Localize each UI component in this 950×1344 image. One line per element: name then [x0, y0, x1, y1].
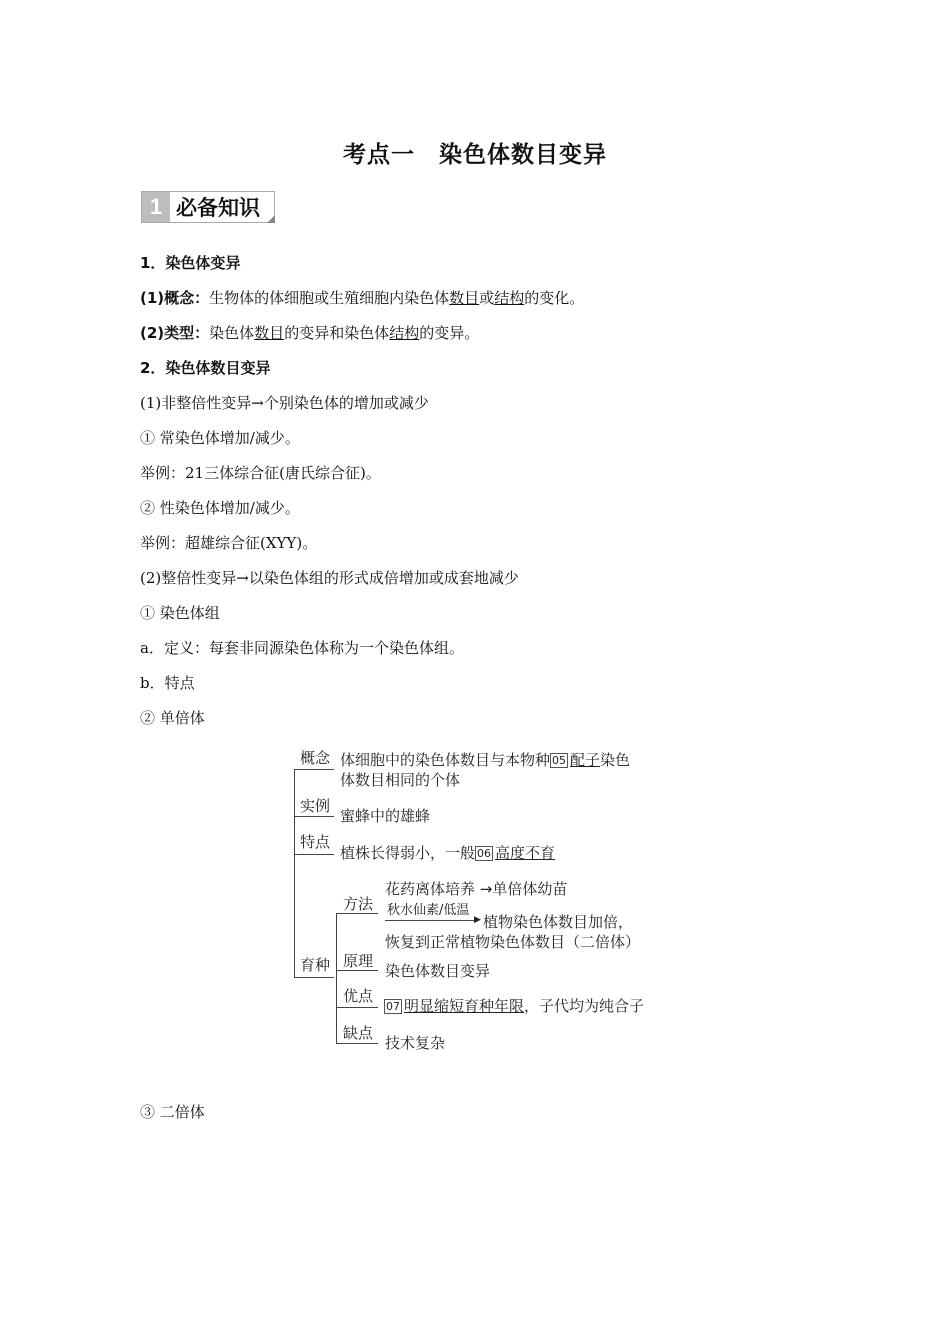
text: ，子代均为纯合子	[524, 997, 645, 1015]
paragraph: 举例：21三体综合征(唐氏综合征)。	[140, 464, 381, 482]
branch-line	[294, 854, 334, 855]
arrow-head-icon: ▶	[474, 915, 481, 925]
disadvantage-label: 缺点	[343, 1024, 374, 1042]
breeding-label: 育种	[300, 956, 331, 974]
method-label: 方法	[343, 895, 374, 913]
blank: 数目	[254, 324, 285, 342]
badge-corner	[267, 215, 275, 223]
arrow-label: 秋水仙素/低温	[387, 903, 470, 918]
branch-line	[294, 816, 334, 817]
main-bracket	[294, 770, 295, 977]
text: 或	[479, 289, 495, 307]
text: 染色体	[209, 324, 255, 342]
paragraph: ① 常染色体增加/减少。	[140, 429, 300, 447]
paragraph: (2)整倍性变异→以染色体组的形式成倍增加或成套地减少	[140, 569, 519, 587]
method-text: 植物染色体数目加倍，	[483, 913, 634, 931]
blank: 配子	[570, 751, 601, 769]
paragraph: (1)非整倍性变异→个别染色体的增加或减少	[140, 394, 429, 412]
blank: 结构	[494, 289, 525, 307]
heading-2: 2．染色体数目变异	[140, 359, 271, 377]
advantage-label: 优点	[343, 987, 374, 1005]
example-text: 蜜蜂中的雄蜂	[340, 807, 431, 825]
text: 的变异。	[419, 324, 480, 342]
number-box: 05	[552, 754, 567, 767]
disadvantage-text: 技术复杂	[385, 1034, 446, 1052]
number-box: 06	[477, 847, 492, 860]
concept-label: (1)概念：	[140, 289, 210, 307]
text: 植株长得弱小，一般	[340, 844, 476, 862]
method-text: 花药离体培养 →单倍体幼苗	[385, 880, 568, 898]
text: 的变化。	[524, 289, 585, 307]
branch-line	[294, 977, 334, 978]
paragraph: ③ 二倍体	[140, 1103, 205, 1121]
blank: 结构	[389, 324, 420, 342]
paragraph: b．特点	[140, 674, 195, 692]
branch-line	[336, 1043, 378, 1044]
paragraph: ① 染色体组	[140, 604, 220, 622]
paragraph: ② 性染色体增加/减少。	[140, 499, 300, 517]
blank: 明显缩短育种年限	[404, 997, 525, 1015]
page-title: 考点一 染色体数目变异	[343, 142, 607, 168]
feature-text	[340, 844, 555, 862]
branch-line	[336, 1007, 378, 1008]
feature-label: 特点	[300, 833, 331, 851]
branch-line	[336, 913, 378, 914]
blank: 数目	[449, 289, 480, 307]
type-line	[140, 322, 479, 343]
paragraph: a．定义：每套非同源染色体称为一个染色体组。	[140, 639, 464, 657]
advantage-text	[384, 997, 644, 1015]
concept-line	[140, 287, 584, 308]
section-badge	[141, 191, 275, 223]
branch-line	[336, 970, 378, 971]
concept-text	[340, 751, 630, 769]
arrow-line	[385, 920, 477, 921]
principle-text: 染色体数目变异	[385, 962, 491, 980]
branch-line	[294, 769, 334, 770]
number-box: 07	[386, 1000, 400, 1013]
type-label: (2)类型：	[140, 324, 210, 342]
text: 染色	[600, 751, 631, 769]
paragraph: 举例：超雄综合征(XYY)。	[140, 534, 318, 552]
paragraph: ② 单倍体	[140, 709, 205, 727]
heading-1: 1．染色体变异	[140, 254, 241, 272]
method-text: 恢复到正常植物染色体数目（二倍体）	[385, 933, 641, 951]
sub-bracket	[336, 913, 337, 1044]
principle-label: 原理	[343, 952, 374, 970]
concept-text: 体数目相同的个体	[340, 771, 461, 789]
example-label: 实例	[300, 797, 331, 815]
text: 生物体的体细胞或生殖细胞内染色体	[209, 289, 450, 307]
blank: 高度不育	[495, 844, 556, 862]
section-number: 1	[142, 192, 170, 222]
section-label: 必备知识	[176, 196, 260, 220]
concept-label: 概念	[300, 749, 331, 767]
text: 的变异和染色体	[284, 324, 390, 342]
text: 体细胞中的染色体数目与本物种	[340, 751, 551, 769]
